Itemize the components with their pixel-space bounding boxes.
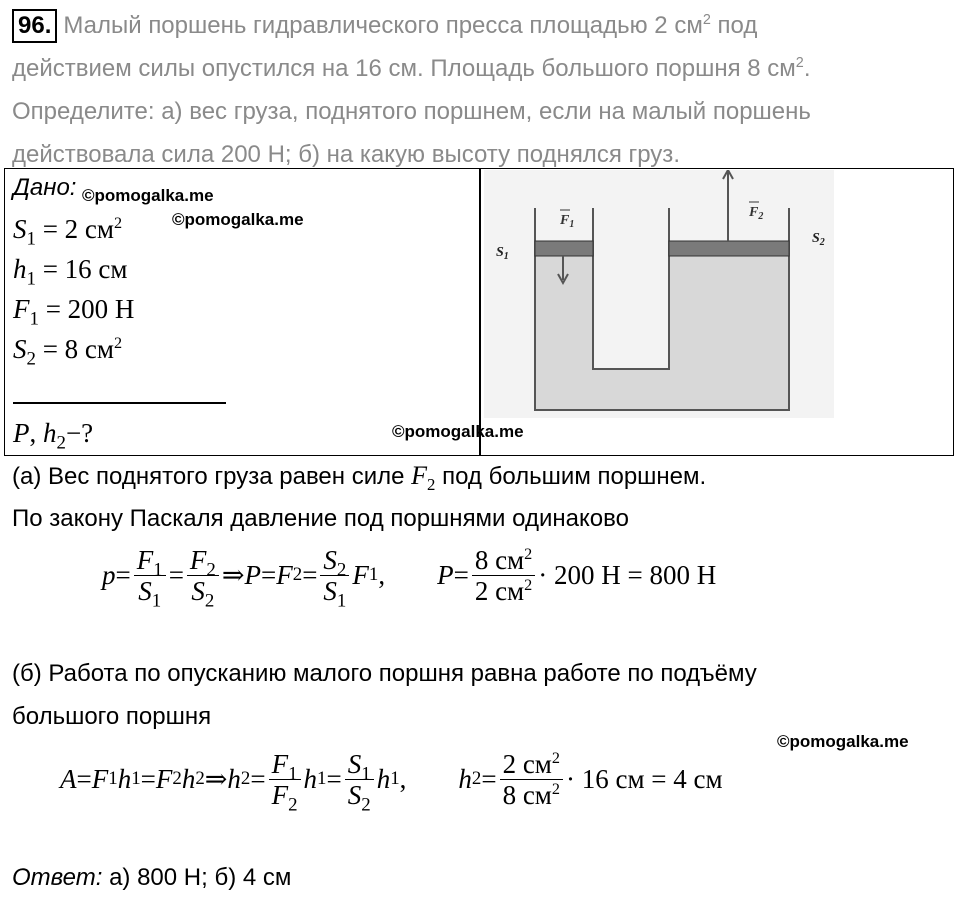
problem-line-4: действовала сила 200 Н; б) на какую высоту поднялся груз. [12,141,680,168]
formula-pressure: p = $\frac{F_1}{S_1}$ = $\frac{F_2}{S_2}$ ⇒ P = F 2 = $\frac{S_2}{S_1}$ F 1 , P = $\frac{8 см^2}{2 см^2}$ · 200 Н = 800 Н [102,544,717,611]
given-h1 [13,254,128,290]
op: , [399,763,407,794]
sub: 1 [288,762,298,784]
answer-label: Ответ: [12,864,103,891]
value: = 200 Н [38,294,135,324]
symbol: h [376,763,391,794]
fraction [320,544,349,611]
value: 2 см [474,575,525,606]
hydraulic-press-diagram [484,170,836,420]
watermark: ©pomogalka.me [172,210,304,229]
symbol: F [189,544,207,575]
sub: 2 [361,793,371,815]
sub: 2 [26,348,36,370]
op: ⇒ [204,763,228,794]
problem-text-1-tail: под [710,12,758,39]
symbol: S [138,575,152,606]
sub: 2 [427,474,436,494]
large-piston [669,241,789,256]
symbol: F [136,544,154,575]
formula-work: A = F 1 h 1 = F 2 h 2 ⇒ h 2 = $\frac{F_1}{F_2}$ h 1 = $\frac{S_1}{S_2}$ h 1 , h 2 = $\frac{2 см^2}{8 см^2}$ · 16 см = 4 см [60,748,723,815]
fraction [134,544,166,611]
sub: 1 [151,589,162,611]
symbol: P [13,418,30,448]
symbol: p [102,559,116,590]
op: = [76,763,92,794]
problem-line-2 [12,47,952,90]
symbol: h [458,763,472,794]
problem-line-1 [12,4,952,47]
op: = [453,559,469,590]
symbol: S [191,575,205,606]
op: , [378,559,386,590]
label-s1: $S_1$ [496,245,509,262]
watermark: ©pomogalka.me [392,422,524,441]
symbol: S [323,575,337,606]
solution-a-text [12,461,707,494]
problem-statement [12,4,952,176]
sup: 2 [702,12,711,28]
given-find [13,418,94,454]
op: = [140,763,156,794]
sub: 2 [206,558,216,580]
symbol: h [13,254,27,284]
sub: 1 [26,228,36,250]
symbol: F [91,763,109,794]
op: = [115,559,131,590]
symbol: h [227,763,241,794]
label-f1: $F_1$ [560,213,575,230]
symbol: S [13,214,27,244]
sub: 2 [288,793,298,815]
watermark: ©pomogalka.me [777,732,909,751]
answer [12,864,291,892]
given-s2 [13,334,123,370]
sup: 2 [551,748,560,767]
symbol: F [352,559,369,590]
symbol: h [43,418,57,448]
sup: 2 [524,544,533,563]
op: = [326,763,342,794]
symbol: P [244,559,261,590]
sub: 1 [336,589,347,611]
sub: 2 [336,558,347,580]
op: = [168,559,184,590]
text: под большим поршнем. [435,463,707,490]
symbol: h [117,763,132,794]
op: ⇒ [221,559,245,590]
comma: , [29,418,43,448]
given-s1 [13,214,123,250]
op: = [261,559,277,590]
given-title: Дано: [13,174,77,201]
sub: 1 [26,268,36,290]
given-f1 [13,294,135,330]
fraction [500,749,563,810]
sup: 2 [114,214,123,232]
sup: 2 [795,55,804,71]
symbol: P [437,559,454,590]
value: = 2 см [35,214,114,244]
sub: 1 [153,558,163,580]
sub: 2 [56,432,66,454]
fraction [345,748,374,815]
text: (а) Вес поднятого груза равен силе [12,463,412,490]
symbol: F [411,461,428,490]
symbol: F [13,294,30,324]
problem-text-2: действием силы опустился на 16 см. Площадь большого поршня 8 см [12,55,796,82]
value: 2 см [502,748,552,779]
answer-value: а) 800 Н; б) 4 см [102,864,292,891]
watermark: ©pomogalka.me [82,186,214,205]
small-piston [535,241,593,256]
solution-b-text-1: (б) Работа по опусканию малого поршня равна работе по подъёму [12,660,757,687]
sup: 2 [524,575,533,594]
symbol: F [155,763,173,794]
op: = [302,559,318,590]
value: = 8 см [35,334,114,364]
value: −? [65,418,94,448]
value: 8 см [502,779,552,810]
sub: 1 [29,308,39,330]
pascal-text: По закону Паскаля давление под поршнями одинаково [12,505,629,532]
given-separator [13,402,226,404]
op: = [481,763,497,794]
value: · 200 Н = 800 Н [538,559,717,590]
symbol: S [347,748,362,779]
solution-b-text-2: большого поршня [12,703,212,730]
value: = 16 см [35,254,128,284]
symbol: S [13,334,27,364]
symbol: h [181,763,196,794]
symbol: F [271,779,289,810]
problem-text-2-tail: . [803,55,811,82]
op: = [250,763,266,794]
fraction [269,748,301,815]
sup: 2 [551,779,560,798]
sup: 2 [114,334,123,352]
value: · 16 см = 4 см [566,763,723,794]
fraction [187,544,219,611]
symbol: S [347,779,362,810]
label-s2: $S_2$ [812,231,825,248]
symbol: F [271,748,289,779]
label-f2: $F_2$ [749,205,764,222]
symbol: F [276,559,293,590]
symbol: A [60,763,77,794]
sub: 2 [204,589,215,611]
given-divider [479,168,481,456]
fraction [472,545,535,606]
problem-text-1: Малый поршень гидравлического пресса площадью 2 см [63,12,703,39]
problem-number: 96. [12,9,57,43]
problem-line-3: Определите: а) вес груза, поднятого поршнем, если на малый поршень [12,98,811,125]
symbol: S [323,544,337,575]
sub: 1 [361,762,371,784]
value: 8 см [474,544,525,575]
symbol: h [303,763,318,794]
